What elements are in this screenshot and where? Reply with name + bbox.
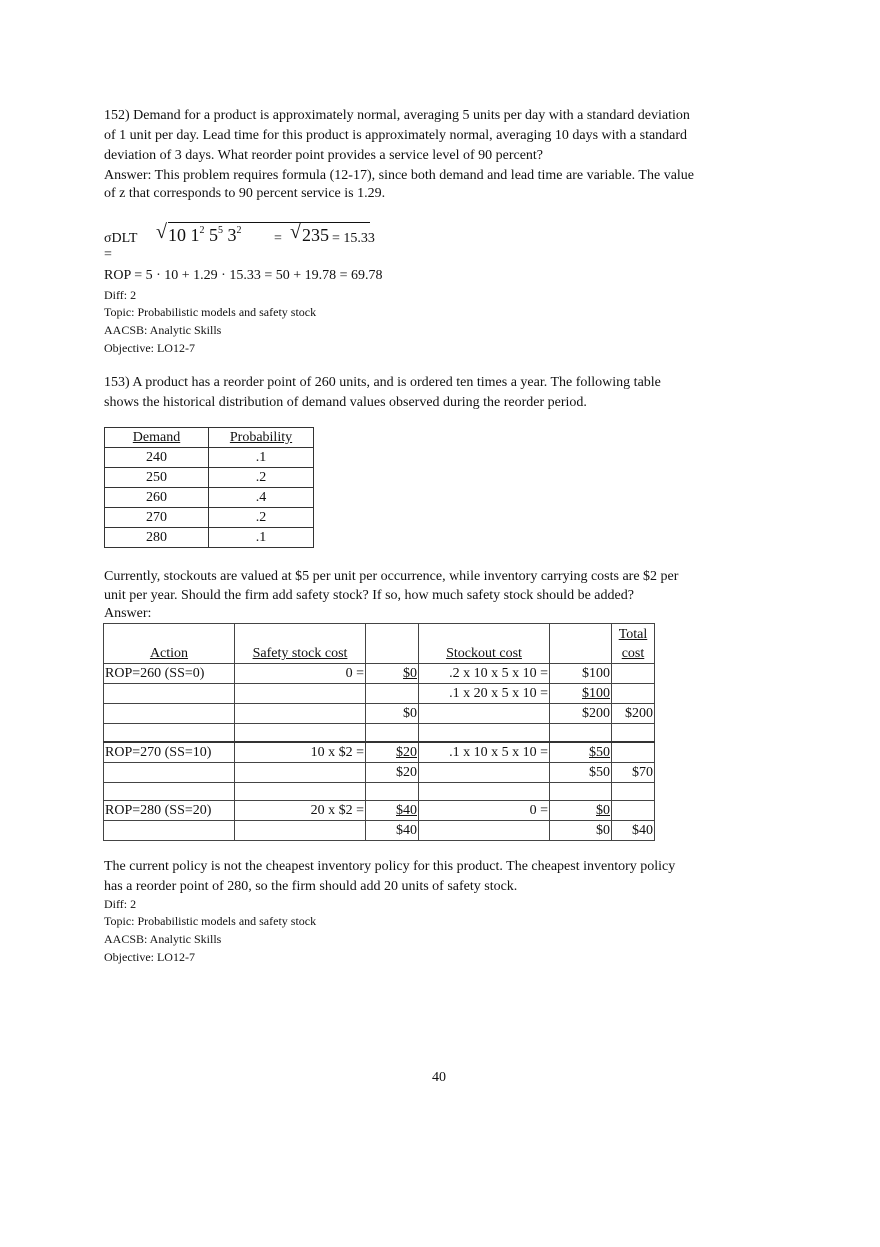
table-cell: $100: [550, 684, 612, 704]
table-row: [105, 528, 314, 548]
q152-objective: Objective: LO12-7: [104, 341, 195, 355]
table-row: [104, 704, 655, 724]
table-spacer-row: [104, 783, 655, 801]
q152-text-line-1: 152) Demand for a product is approximately normal, averaging 5 units per day with a standard deviation: [104, 108, 690, 123]
page-number: 40: [432, 1070, 446, 1085]
table-cell: [235, 704, 366, 724]
q153-diff: Diff: 2: [104, 897, 137, 911]
table-row: [104, 821, 655, 841]
q152-rop-line: ROP = 5 · 10 + 1.29 · 15.33 = 50 + 19.78 = 69.78: [104, 268, 383, 283]
table-cell: [104, 684, 235, 704]
table-cell: $0: [550, 801, 612, 821]
q152-text-line-2: of 1 unit per day. Lead time for this product is approximately normal, averaging 10 days with a standard: [104, 128, 688, 143]
table-cell: $50: [550, 763, 612, 783]
table-cell: ROP=280 (SS=20): [104, 801, 235, 821]
table-row: [105, 508, 314, 528]
table-cell: $40: [366, 801, 419, 821]
q153-conclusion-line-1: The current policy is not the cheapest inventory policy for this product. The cheapest inventory policy: [104, 859, 676, 874]
table-cell: [235, 763, 366, 783]
table-cell: $70: [612, 763, 655, 783]
q152-answer-line-1: Answer: This problem requires formula (12-17), since both demand and lead time are variable. The value: [104, 168, 695, 183]
table-cell: [612, 684, 655, 704]
square-root-icon: √: [290, 221, 301, 243]
table-cell: $40: [366, 821, 419, 841]
q153-topic: Topic: Probabilistic models and safety stock: [104, 914, 317, 928]
table-cell: [419, 821, 550, 841]
q153-answer-label: Answer:: [104, 606, 152, 621]
table-row: [104, 742, 655, 763]
table-cell: $0: [550, 821, 612, 841]
q152-topic: Topic: Probabilistic models and safety stock: [104, 305, 317, 319]
table-row: [105, 488, 314, 508]
table-cell: 280: [105, 528, 209, 548]
table-cell: 20 x $2 =: [235, 801, 366, 821]
demand-distribution-table: [104, 427, 314, 548]
table-cell: [366, 684, 419, 704]
q153-text-line-2: shows the historical distribution of demand values observed during the reorder period.: [104, 395, 587, 410]
table-cell: [235, 821, 366, 841]
table-header-cell: Demand: [105, 428, 209, 448]
table-cell: .2: [209, 508, 314, 528]
table-header-cell: Stockout cost: [419, 624, 550, 664]
q153-conclusion-line-2: has a reorder point of 280, so the firm should add 20 units of safety stock.: [104, 879, 518, 894]
q153-paragraph-line-1: Currently, stockouts are valued at $5 per unit per occurrence, while inventory carrying costs are $2 per: [104, 569, 679, 584]
table-cell: $200: [550, 704, 612, 724]
table-cell: $100: [550, 664, 612, 684]
q152-aacsb: AACSB: Analytic Skills: [104, 323, 222, 337]
table-row: [104, 664, 655, 684]
table-cell: $50: [550, 742, 612, 763]
q152-diff: Diff: 2: [104, 288, 137, 302]
formula-result: = 15.33: [332, 231, 375, 246]
table-cell: .1: [209, 528, 314, 548]
table-header-cell: Safety stock cost: [235, 624, 366, 664]
table-row: [104, 684, 655, 704]
table-row: [105, 468, 314, 488]
table-cell: 10 x $2 =: [235, 742, 366, 763]
table-cell: .1 x 10 x 5 x 10 =: [419, 742, 550, 763]
table-cell: 260: [105, 488, 209, 508]
table-cell: [235, 684, 366, 704]
table-header-cell: Action: [104, 624, 235, 664]
table-cell: ROP=260 (SS=0): [104, 664, 235, 684]
table-cell: $0: [366, 704, 419, 724]
table-header-cell: Probability: [209, 428, 314, 448]
formula-radicand-1: 10 $1^2$ $5^5$ $3^2$: [168, 222, 370, 247]
table-cell: [104, 821, 235, 841]
table-cell: 270: [105, 508, 209, 528]
table-cell: $200: [612, 704, 655, 724]
table-cell: [612, 742, 655, 763]
table-cell: 250: [105, 468, 209, 488]
table-cell: .2 x 10 x 5 x 10 =: [419, 664, 550, 684]
table-cell: $0: [366, 664, 419, 684]
square-root-icon: √: [156, 221, 167, 243]
table-cell: $20: [366, 742, 419, 763]
table-cell: .1 x 20 x 5 x 10 =: [419, 684, 550, 704]
table-row: [104, 801, 655, 821]
table-cell: .4: [209, 488, 314, 508]
table-cell: 0 =: [235, 664, 366, 684]
table-header-row: [104, 624, 655, 664]
q152-answer-line-2: of z that corresponds to 90 percent service is 1.29.: [104, 186, 386, 201]
table-cell: 240: [105, 448, 209, 468]
q153-objective: Objective: LO12-7: [104, 950, 195, 964]
q153-aacsb: AACSB: Analytic Skills: [104, 932, 222, 946]
q152-text-line-3: deviation of 3 days. What reorder point provides a service level of 90 percent?: [104, 148, 544, 163]
table-cell: [104, 704, 235, 724]
table-row: [104, 763, 655, 783]
table-cell: $40: [612, 821, 655, 841]
table-cell: ROP=270 (SS=10): [104, 742, 235, 763]
table-spacer-row: [104, 724, 655, 743]
safety-stock-answer-table: [103, 623, 655, 841]
table-cell: [419, 704, 550, 724]
table-cell: [104, 763, 235, 783]
q153-text-line-1: 153) A product has a reorder point of 260 units, and is ordered ten times a year. The following table: [104, 375, 661, 390]
table-cell: .2: [209, 468, 314, 488]
table-header-cell: [366, 624, 419, 664]
table-header-row: [105, 428, 314, 448]
table-row: [105, 448, 314, 468]
table-cell: 0 =: [419, 801, 550, 821]
formula-equals: =: [274, 231, 282, 246]
formula-radicand-2: 235: [302, 222, 342, 247]
table-header-cell: Total cost: [612, 624, 655, 664]
table-cell: [612, 801, 655, 821]
table-cell: $20: [366, 763, 419, 783]
formula-lhs: σDLT =: [104, 231, 138, 262]
table-header-cell: [550, 624, 612, 664]
q153-paragraph-line-2: unit per year. Should the firm add safety stock? If so, how much safety stock should be added?: [104, 588, 634, 603]
table-cell: .1: [209, 448, 314, 468]
table-cell: [419, 763, 550, 783]
table-cell: [612, 664, 655, 684]
